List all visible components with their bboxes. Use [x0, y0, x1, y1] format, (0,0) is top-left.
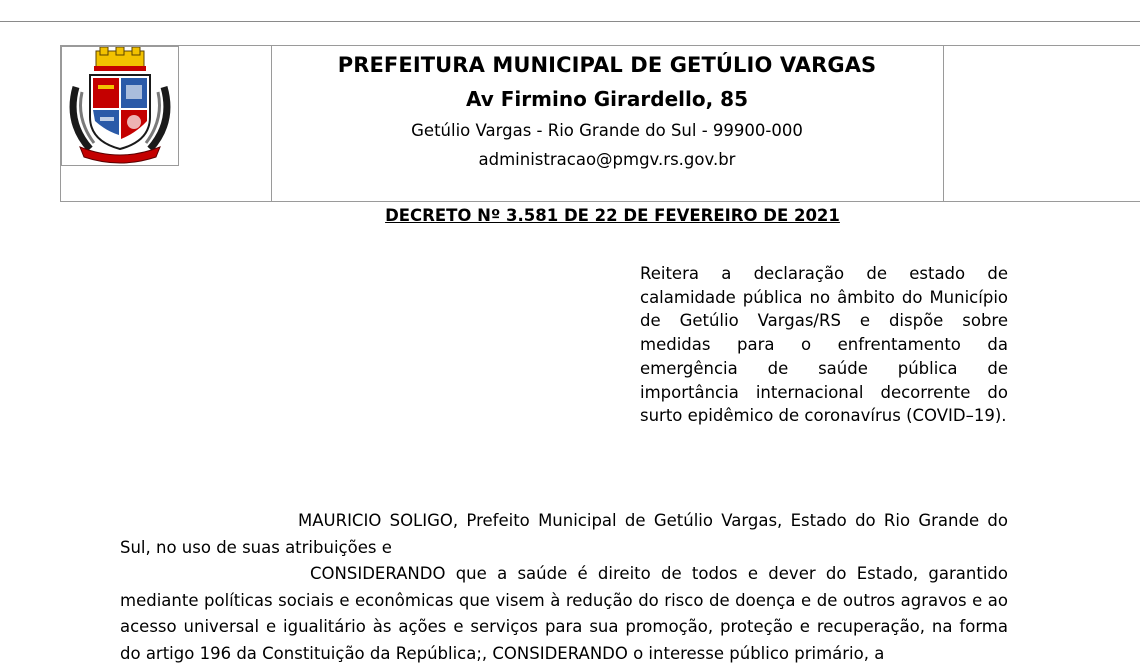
letterhead-table [60, 45, 1140, 202]
body-paragraph-preamble: MAURICIO SOLIGO, Prefeito Municipal de Getúlio Vargas, Estado do Rio Grande do Sul, no uso de suas atribuições e [120, 511, 1008, 557]
logo-cell [61, 46, 272, 201]
empty-right-cell [943, 46, 1140, 201]
organization-address: Av Firmino Girardello, 85 [465, 87, 748, 111]
letterhead-text [272, 46, 942, 201]
organization-email: administracao@pmgv.rs.gov.br [478, 150, 736, 169]
organization-name: PREFEITURA MUNICIPAL DE GETÚLIO VARGAS [337, 53, 877, 77]
organization-city-line: Getúlio Vargas - Rio Grande do Sul - 99900-000 [411, 121, 803, 140]
body-paragraph-considerando: CONSIDERANDO que a saúde é direito de todos e dever do Estado, garantido mediante políticas sociais e econômicas que visem à redução do risco de doença e de outros agravos e ao acesso universal e igualitário às ações e serviços para sua promoção, proteção e recuperação, na forma do artigo 196 da Constituição da República;, CONSIDERANDO o interesse público primário, a [120, 564, 1008, 663]
top-rule [0, 21, 1140, 22]
decree-title: DECRETO Nº 3.581 DE 22 DE FEVEREIRO DE 2021 [385, 206, 840, 225]
decree-summary: Reitera a declaração de estado de calamidade pública no âmbito do Município de Getúlio Vargas/RS e dispõe sobre medidas para o enfrentamento da emergência de saúde pública de importância internacional decorrente do surto epidêmico de coronavírus (COVID–19). [640, 264, 1008, 426]
decree-body [120, 508, 1008, 667]
municipal-coat-of-arms-icon [61, 46, 179, 166]
